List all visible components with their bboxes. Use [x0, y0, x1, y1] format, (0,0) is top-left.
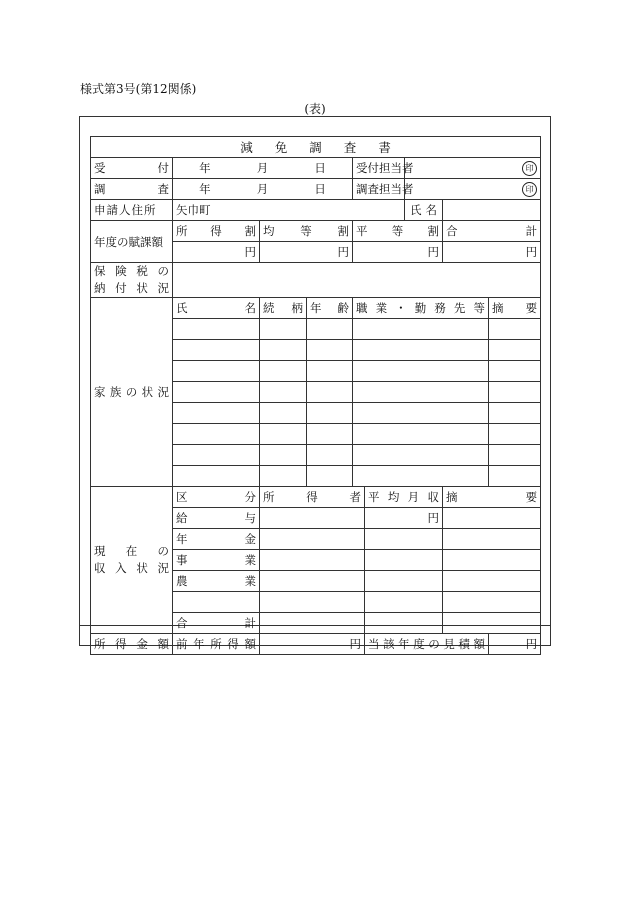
family-age-field[interactable]	[307, 361, 353, 382]
prev-year-income-label: 前 年 所 得 額	[173, 634, 260, 655]
income-header-earner: 所 得 者	[260, 487, 365, 508]
family-name-field[interactable]	[173, 403, 260, 424]
family-age-field[interactable]	[307, 382, 353, 403]
levy-total-field[interactable]: 円	[443, 242, 541, 263]
income-note-field[interactable]	[443, 529, 541, 550]
family-name-field[interactable]	[173, 340, 260, 361]
income-item-label	[173, 592, 260, 613]
income-header-row	[91, 487, 541, 508]
levy-header-total: 合 計	[443, 221, 541, 242]
income-total-label: 合 計	[173, 613, 260, 634]
income-earner-field[interactable]	[260, 613, 365, 634]
income-avg-field[interactable]	[365, 613, 443, 634]
family-note-field[interactable]	[489, 319, 541, 340]
family-job-field[interactable]	[353, 319, 489, 340]
seal-icon: 印	[522, 182, 537, 197]
income-item-label: 給 与	[173, 508, 260, 529]
family-name-field[interactable]	[173, 466, 260, 487]
family-age-field[interactable]	[307, 424, 353, 445]
family-note-field[interactable]	[489, 466, 541, 487]
applicant-name-field[interactable]	[443, 200, 541, 221]
income-avg-field[interactable]	[365, 592, 443, 613]
reception-label: 受 付	[91, 158, 173, 179]
estimated-income-label: 当 該 年 度 の 見 積 額	[365, 634, 489, 655]
family-name-field[interactable]	[173, 424, 260, 445]
applicant-name-label: 氏 名	[405, 200, 443, 221]
family-relation-field[interactable]	[260, 361, 307, 382]
family-status-label: 家 族 の 状 況	[91, 298, 173, 487]
family-relation-field[interactable]	[260, 403, 307, 424]
income-avg-field[interactable]	[365, 571, 443, 592]
reception-row	[91, 158, 541, 179]
income-earner-field[interactable]	[260, 529, 365, 550]
family-header-relation: 続 柄	[260, 298, 307, 319]
reception-staff-label: 受付担当者	[353, 158, 405, 179]
family-relation-field[interactable]	[260, 340, 307, 361]
form-side-label: (表)	[304, 102, 326, 116]
family-header-row	[91, 298, 541, 319]
income-amount-label: 所 得 金 額	[91, 634, 173, 655]
family-relation-field[interactable]	[260, 445, 307, 466]
prev-year-income-field[interactable]: 円	[260, 634, 365, 655]
title-row	[91, 137, 541, 158]
family-job-field[interactable]	[353, 424, 489, 445]
applicant-row	[91, 200, 541, 221]
family-age-field[interactable]	[307, 319, 353, 340]
family-age-field[interactable]	[307, 403, 353, 424]
income-earner-field[interactable]	[260, 592, 365, 613]
survey-seal-field[interactable]	[405, 179, 541, 200]
family-header-age: 年 齢	[307, 298, 353, 319]
family-job-field[interactable]	[353, 466, 489, 487]
family-note-field[interactable]	[489, 445, 541, 466]
family-job-field[interactable]	[353, 361, 489, 382]
levy-label: 年度の賦課額	[91, 221, 173, 263]
family-note-field[interactable]	[489, 361, 541, 382]
income-earner-field[interactable]	[260, 550, 365, 571]
form-title: 減 免 調 査 書	[240, 140, 391, 155]
family-relation-field[interactable]	[260, 382, 307, 403]
income-header-avg: 平 均 月 収	[365, 487, 443, 508]
applicant-address-field[interactable]: 矢巾町	[173, 200, 405, 221]
form-number: 様式第3号(第12関係)	[80, 82, 197, 96]
levy-header-row	[91, 221, 541, 242]
family-job-field[interactable]	[353, 403, 489, 424]
income-avg-field[interactable]: 円	[365, 508, 443, 529]
survey-label: 調 査	[91, 179, 173, 200]
levy-header-equal: 均 等 割	[260, 221, 353, 242]
family-name-field[interactable]	[173, 319, 260, 340]
survey-date-field[interactable]: 年 月 日	[173, 179, 353, 200]
income-earner-field[interactable]	[260, 571, 365, 592]
family-note-field[interactable]	[489, 382, 541, 403]
survey-staff-label: 調査担当者	[353, 179, 405, 200]
family-job-field[interactable]	[353, 340, 489, 361]
income-item-label: 年 金	[173, 529, 260, 550]
income-item-label: 事 業	[173, 550, 260, 571]
reduction-survey-form	[90, 136, 541, 655]
family-header-note: 摘 要	[489, 298, 541, 319]
levy-income-field[interactable]: 円	[173, 242, 260, 263]
levy-header-flat: 平 等 割	[353, 221, 443, 242]
payment-status-label: 保 険 税 の 納 付 状 況	[91, 263, 173, 298]
income-avg-field[interactable]	[365, 529, 443, 550]
income-note-field[interactable]	[443, 613, 541, 634]
family-name-field[interactable]	[173, 361, 260, 382]
income-note-field[interactable]	[443, 550, 541, 571]
income-avg-field[interactable]	[365, 550, 443, 571]
survey-row	[91, 179, 541, 200]
levy-equal-field[interactable]: 円	[260, 242, 353, 263]
family-header-name: 氏 名	[173, 298, 260, 319]
income-note-field[interactable]	[443, 571, 541, 592]
family-note-field[interactable]	[489, 340, 541, 361]
income-amount-row	[91, 634, 541, 655]
family-relation-field[interactable]	[260, 424, 307, 445]
estimated-income-field[interactable]: 円	[489, 634, 541, 655]
reception-date-field[interactable]: 年 月 日	[173, 158, 353, 179]
payment-row	[91, 263, 541, 298]
income-status-label: 現 在 の 収 入 状 況	[91, 487, 173, 634]
applicant-address-label: 申請人住所	[91, 200, 173, 221]
family-relation-field[interactable]	[260, 466, 307, 487]
family-relation-field[interactable]	[260, 319, 307, 340]
income-note-field[interactable]	[443, 592, 541, 613]
levy-flat-field[interactable]: 円	[353, 242, 443, 263]
payment-status-field[interactable]	[173, 263, 541, 298]
family-job-field[interactable]	[353, 382, 489, 403]
family-age-field[interactable]	[307, 340, 353, 361]
seal-icon: 印	[522, 161, 537, 176]
family-age-field[interactable]	[307, 466, 353, 487]
reception-seal-field[interactable]	[405, 158, 541, 179]
family-note-field[interactable]	[489, 424, 541, 445]
family-age-field[interactable]	[307, 445, 353, 466]
income-header-kubun: 区 分	[173, 487, 260, 508]
income-item-label: 農 業	[173, 571, 260, 592]
income-earner-field[interactable]	[260, 508, 365, 529]
family-header-job: 職 業 ・ 勤 務 先 等	[353, 298, 489, 319]
family-name-field[interactable]	[173, 382, 260, 403]
income-header-note: 摘 要	[443, 487, 541, 508]
income-note-field[interactable]	[443, 508, 541, 529]
family-note-field[interactable]	[489, 403, 541, 424]
family-job-field[interactable]	[353, 445, 489, 466]
levy-header-income: 所 得 割	[173, 221, 260, 242]
family-name-field[interactable]	[173, 445, 260, 466]
